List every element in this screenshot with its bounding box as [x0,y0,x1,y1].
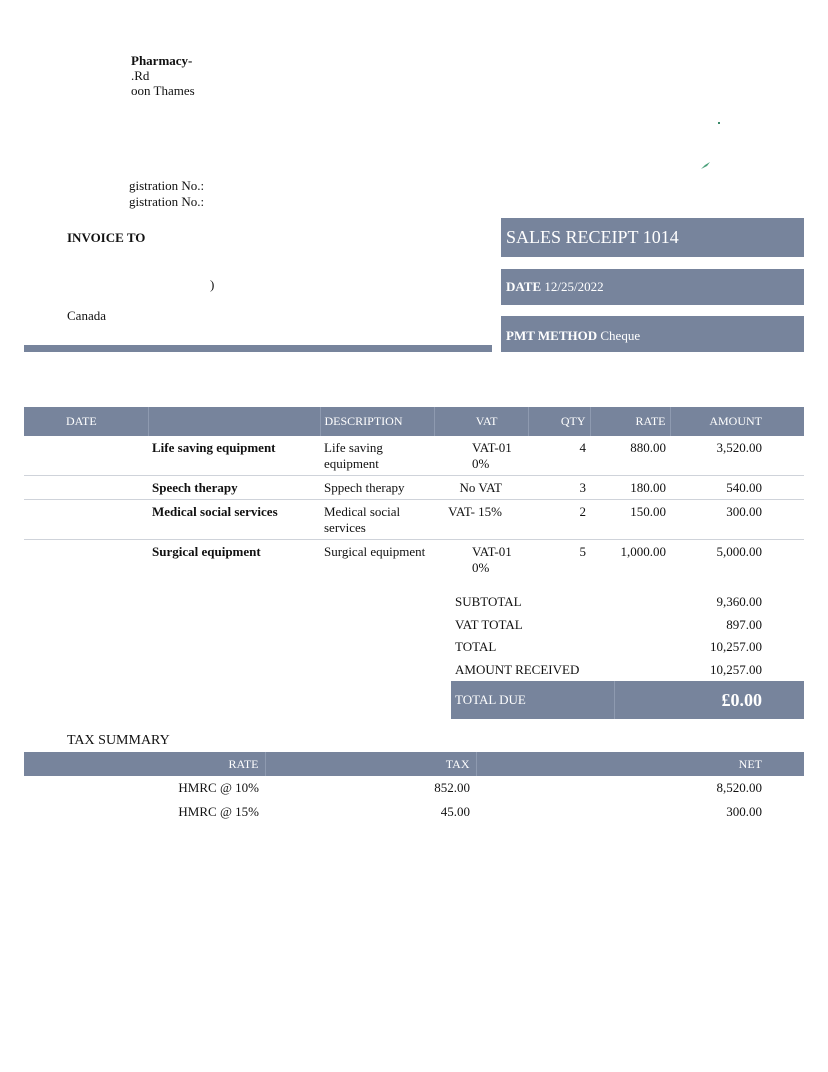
row-description: Surgical equipment [324,544,426,559]
row-description: Sppech therapy [320,476,434,500]
registration-line-2: gistration No.: [129,194,205,209]
tax-net: 300.00 [726,804,762,819]
row-date [24,500,148,540]
registration-block [129,178,204,210]
row-qty: 3 [528,476,590,500]
receipt-title: SALES RECEIPT 1014 [501,218,804,257]
row-rate: 1,000.00 [620,544,666,559]
registration-line-1: gistration No.: [129,178,205,193]
col-item [148,407,320,436]
row-vat: VAT- 15% [434,500,528,540]
row-vat: VAT-010% [472,544,512,575]
receipt-date [501,269,804,305]
tax-net: 8,520.00 [716,780,762,795]
col-description: DESCRIPTION [320,407,434,436]
row-item: Speech therapy [148,476,320,500]
subtotal-value: 9,360.00 [716,594,762,610]
col-date: DATE [24,407,148,436]
items-table [24,407,804,579]
totals-table [451,591,804,719]
row-qty: 2 [528,500,590,540]
tax-amount: 852.00 [434,780,470,795]
row-vat: No VAT [434,476,528,500]
amount-received-row [451,659,804,682]
tax-header-row [24,752,804,776]
row-qty: 4 [528,436,590,476]
row-item: Surgical equipment [152,544,261,559]
tax-summary-table [24,752,804,824]
sender-address [131,53,195,98]
total-due-value: £0.00 [614,681,804,719]
tax-amount: 45.00 [440,804,470,819]
total-label: TOTAL [455,639,497,655]
table-row [24,800,804,824]
total-due-row [451,681,804,719]
row-date [24,436,148,476]
row-vat: VAT-010% [434,436,528,476]
row-date [24,476,148,500]
invoice-to-underline [24,345,492,352]
vat-total-label: VAT TOTAL [455,616,523,632]
subtotal-row [451,591,804,614]
table-row [24,776,804,800]
pmt-value: Cheque [600,328,641,343]
row-qty: 5 [579,544,586,559]
col-qty: QTY [528,407,590,436]
invoice-to-label: INVOICE TO [67,230,146,245]
row-amount: 5,000.00 [716,544,762,559]
receipt-payment-method [501,316,804,352]
tax-rate: HMRC @ 10% [178,780,259,795]
total-due-label: TOTAL DUE [451,681,614,719]
logo-dot [718,122,720,124]
invoice-to-paren: ) [210,277,215,292]
tax-rate: HMRC @ 15% [178,804,259,819]
row-description: Medical social services [320,500,434,540]
row-item: Life saving equipment [148,436,320,476]
date-label: DATE [506,279,542,294]
row-amount: 300.00 [670,500,804,540]
table-row [24,540,804,580]
sender-city: oon Thames [131,83,195,98]
row-rate: 150.00 [590,500,670,540]
amount-received-label: AMOUNT RECEIVED [455,661,580,677]
sender-name: Pharmacy- [131,53,193,68]
row-rate: 180.00 [590,476,670,500]
subtotal-label: SUBTOTAL [455,594,522,610]
leaf-icon [701,157,711,164]
col-rate: RATE [590,407,670,436]
tax-col-tax: TAX [265,752,476,776]
sender-street: .Rd [131,68,150,83]
invoice-to-country: Canada [67,308,106,323]
amount-received-value: 10,257.00 [710,661,762,677]
tax-summary-title: TAX SUMMARY [67,733,170,748]
tax-col-net: NET [476,752,804,776]
items-header-row [24,407,804,436]
date-value: 12/25/2022 [544,279,604,294]
col-amount: AMOUNT [670,407,804,436]
table-row [24,500,804,540]
tax-col-rate: RATE [24,752,265,776]
row-amount: 3,520.00 [670,436,804,476]
row-date [24,540,148,580]
vat-total-row [451,614,804,637]
total-row [451,636,804,659]
row-description: Life saving equipment [320,436,434,476]
vat-total-value: 897.00 [726,616,762,632]
pmt-label: PMT METHOD [506,328,598,343]
table-row [24,436,804,476]
row-rate: 880.00 [590,436,670,476]
table-row [24,476,804,500]
row-amount: 540.00 [670,476,804,500]
row-item: Medical social services [148,500,320,540]
col-vat: VAT [434,407,528,436]
total-value: 10,257.00 [710,639,762,655]
